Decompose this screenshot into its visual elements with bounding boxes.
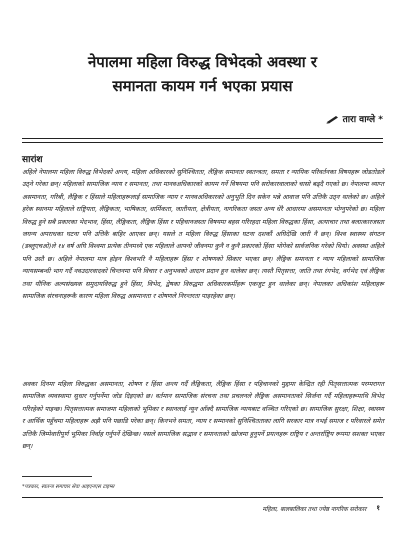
abstract-paragraph-1: अहिले नेपालमा महिला विरुद्ध विभेदको अन्त्य, महिला अधिकारको सुनिश्चितता, लैङ्गिक समानता स्वतन्त्रता, समता र न्यायिक परिवर्तनका विषयहरू जोडतोडले उठ्ने गरेका छन्। महिलाको सामाजिक न्याय र समानता, तथा मानवअधिकारको कायम गर्ने विषयमा पनि सरोकारवालाको चासो बढ्दै गएको छ। नेपालमा व्याप्त असमानता, गरिबी, लैङ्गिक र हिंसाले महिलाहरूलाई सामाजिक न्याय र मानवअधिकारको अनुभूति दिन सकेन भन्ने आवाज पनि उत्तिकै उठ्न थालेको छ। अहिले हरेक स्थानमा महिलाले राष्ट्रियता, लैङ्गिकता, भाषिकता, धार्मिकता, जातीयता, क्षेत्रीयता, नागरिकता जस्ता अन्य धेरै आधारमा असमानता भोग्नुपरेको छ। महिला विरुद्ध हुने सबै प्रकारका भेदभाव, हिंसा, लैङ्गिकता, लैङ्गिक हिंसा र पहिचानजस्ता विषयमा बहस गरिरहदा महिला विरुद्धका हिंसा, अत्याचार तथा बलात्कारजस्ता जघन्य अपराधका घटना पनि उत्तिकै बाहिर आएका छन्। यसले त महिला विरुद्ध हिंसाका घटना दशकौं अघिदेखि जारी नै छन्। विश्व स्वास्थ्य संगठन (डब्लुएचओ)ले १४ वर्ष अघि विश्वमा प्रत्येक तीनमध्ये एक महिलाले आफ्नो जीवनमा कुनै न कुनै प्रकारको हिंसा भोगेको सार्वजनिक गरेको थियो। अवस्था अहिले पनि उस्तै छ। अहिले नेपालमा मात्र होइन विश्वभरि नै महिलाहरू हिंसा र शोषणको सिकार भएका छन्। लैङ्गिक समानता र न्याय महिलाको सामाजिक न्यायसम्बन्धी भाग गर्दै नवउदारवादको चिन्तनमा पनि विचार र अनुभवको आदान प्रदान हुन थालेका छन्। त्यस्तै पितृसत्ता, जाति तथा रंगभेद, वर्गभेद एवं लैङ्गिक तथा यौनिक अल्पसंख्यक समुदायविरुद्ध हुने हिंसा, विभेद, द्वेषका विरुद्धमा अधिकारकर्मीहरू एकजुट हुन थालेका छन्। नेपालका अधिकांश महिलाहरू सामाजिक संरचनाहरूकै कारण महिला विरुद्ध असमानता र शोषणले निरन्तरता पाइरहेका छन्। (22, 168, 384, 301)
title-line-2: समानता कायम गर्न भएका प्रयास (112, 77, 293, 95)
abstract-heading: सारांश (22, 155, 43, 165)
article-title (30, 50, 375, 98)
header-rule (22, 138, 383, 139)
page-footer (168, 502, 380, 515)
footnote: *पत्रकार, स्वतन्त्र समाचार सेवा आइएनएस टाइम्स (22, 484, 115, 490)
journal-name: महिला, बालबालिका तथा ज्येष्ठ नागरिक सरोकार (262, 505, 367, 513)
author-name: तारा वाग्ले * (342, 115, 383, 125)
page-number: १ (376, 504, 380, 512)
footer-rule (22, 497, 383, 498)
abstract-paragraph-2: अवका दिनमा महिला विरुद्धका असमानता, शोषण र हिंसा अन्त्य गर्दै लैङ्गिकता, लैङ्गिक हिंसा र पहिचानको मुद्दामा केन्द्रित रही पितृसत्तात्मक परम्परागत सामाजिक व्यवस्थामा सुधार गर्नुपर्नेमा जोड दिइएको छ। वर्तमान सामाजिक संरचना तथा प्रचलनले लैङ्गिक असमानताको सिर्जना गर्दै महिलाहरूमाथि विभेद गरिरहेको पाइन्छ। पितृसत्तात्मक समाजमा महिलाको भूमिका र स्थानलाई न्यून आँक्दै सामाजिक न्यायबाट वञ्चित गरिएको छ। सामाजिक सुरक्षा, शिक्षा, स्वास्थ्य र आर्थिक पहुँचमा महिलाहरू अझै पनि पछाडि परेका छन्। किनभने समता, न्याय र सम्मानको सुनिश्चितताका लागि सरकार मात्र नभई समाज र परिवारले समेत उत्तिकै जिम्मेवारीपूर्ण भूमिका निर्वाह गर्नुपर्ने देखिन्छ। यसले सामाजिक सद्भाव र समानताको खोजमा हुनुपर्ने प्रयत्नहरू राष्ट्रिय र अन्तर्राष्ट्रिय रूपमा सशक्त भएका छन्। (22, 380, 384, 451)
pen-icon (326, 114, 340, 124)
footnote-divider (22, 476, 92, 477)
author-byline (326, 112, 383, 125)
title-line-1: नेपालमा महिला विरुद्ध विभेदको अवस्था र (87, 53, 317, 71)
header-rule-2 (22, 142, 383, 143)
